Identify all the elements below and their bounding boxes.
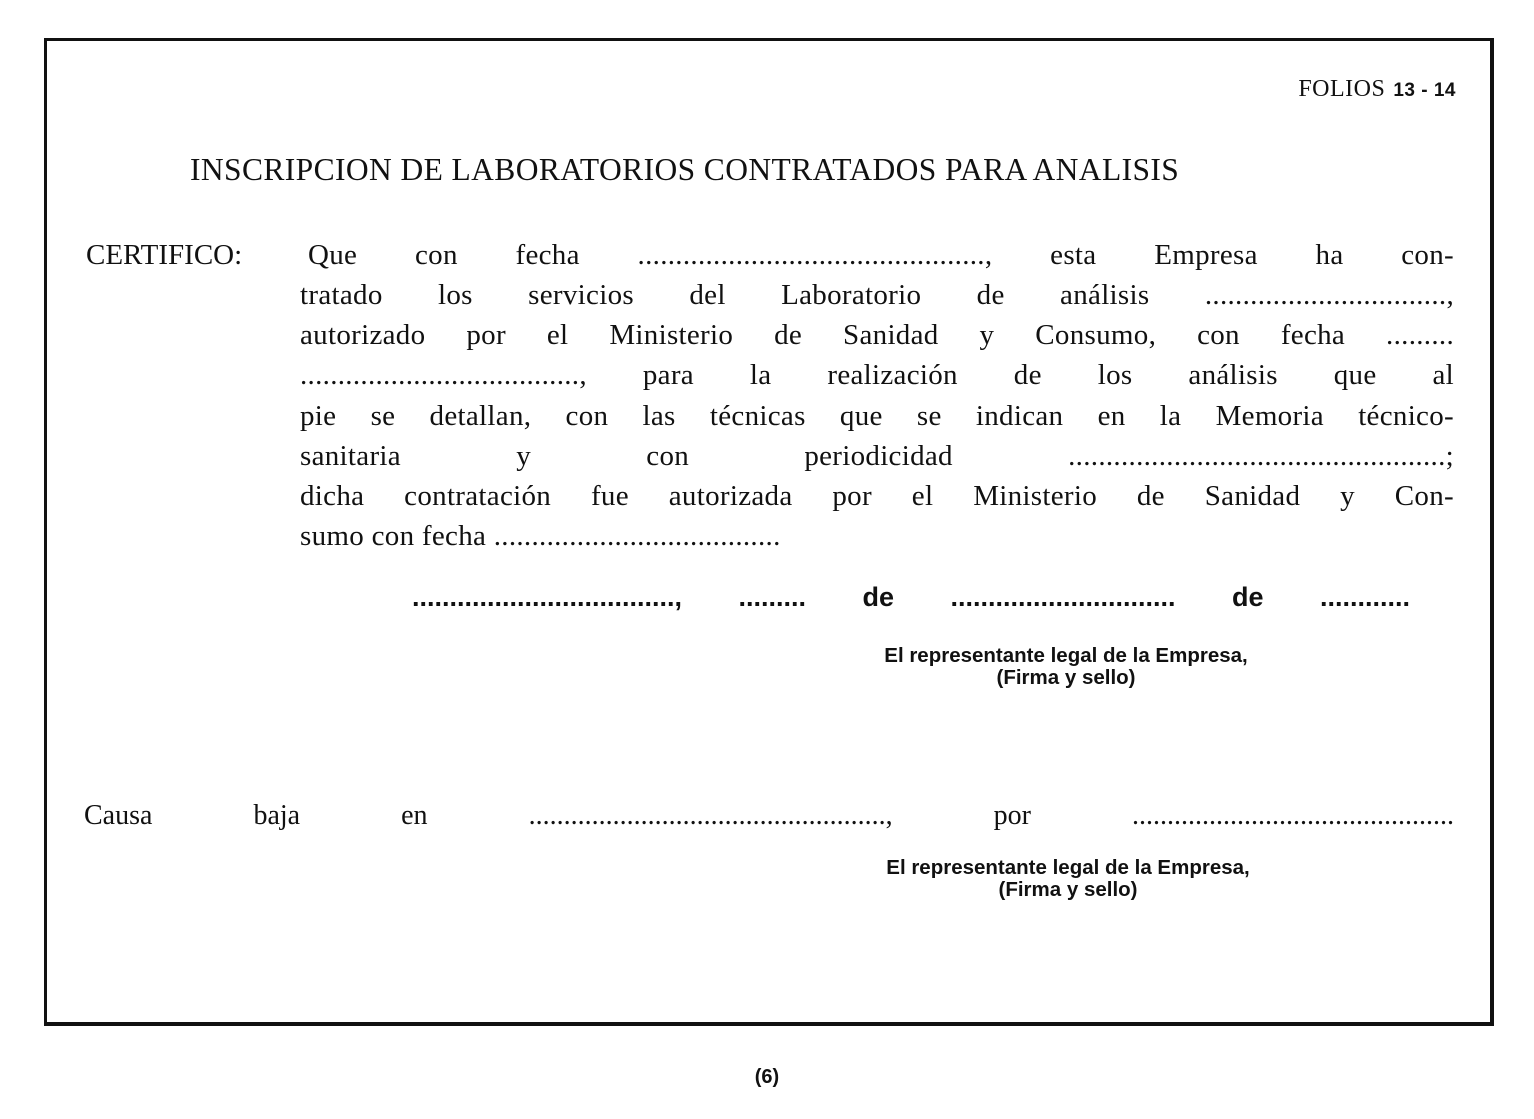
certificate-line-1: Que con fecha .............................................., esta Empresa ha con-	[308, 239, 1454, 271]
certifico-label: CERTIFICO:	[86, 239, 243, 271]
certificate-signature-block	[796, 645, 1336, 689]
causa-baja-line: Causa baja en ..................................................., por ..............................................	[84, 800, 1454, 831]
page-number: (6)	[754, 1066, 780, 1088]
form-title: INSCRIPCION DE LABORATORIOS CONTRATADOS PARA ANALISIS	[190, 152, 1180, 187]
certificate-line-5: pie se detallan, con las técnicas que se indican en la Memoria técnico-	[300, 400, 1454, 432]
baja-signature-title: El representante legal de la Empresa,	[886, 856, 1250, 879]
certificate-line-4: ....................................., para la realización de los análisis que al	[300, 359, 1454, 391]
place-date-line: ..................................., ......... de .............................. de ............	[412, 582, 1410, 612]
certificate-line-2: tratado los servicios del Laboratorio de análisis ................................,	[300, 279, 1454, 311]
certificate-signature-title: El representante legal de la Empresa,	[884, 644, 1248, 667]
certificate-signature-note: (Firma y sello)	[996, 666, 1136, 689]
folios-header	[1298, 76, 1456, 103]
baja-signature-note: (Firma y sello)	[998, 878, 1138, 901]
folios-numbers: 13 - 14	[1393, 80, 1456, 101]
baja-signature-block	[798, 857, 1338, 901]
certificate-line-7: dicha contratación fue autorizada por el Ministerio de Sanidad y Con-	[300, 480, 1454, 512]
certificate-line-8: sumo con fecha ......................................	[300, 520, 781, 552]
certificate-line-6: sanitaria y con periodicidad ..................................................;	[300, 440, 1454, 472]
folios-label: FOLIOS	[1298, 76, 1386, 102]
certificate-line-3: autorizado por el Ministerio de Sanidad y Consumo, con fecha .........	[300, 319, 1454, 351]
